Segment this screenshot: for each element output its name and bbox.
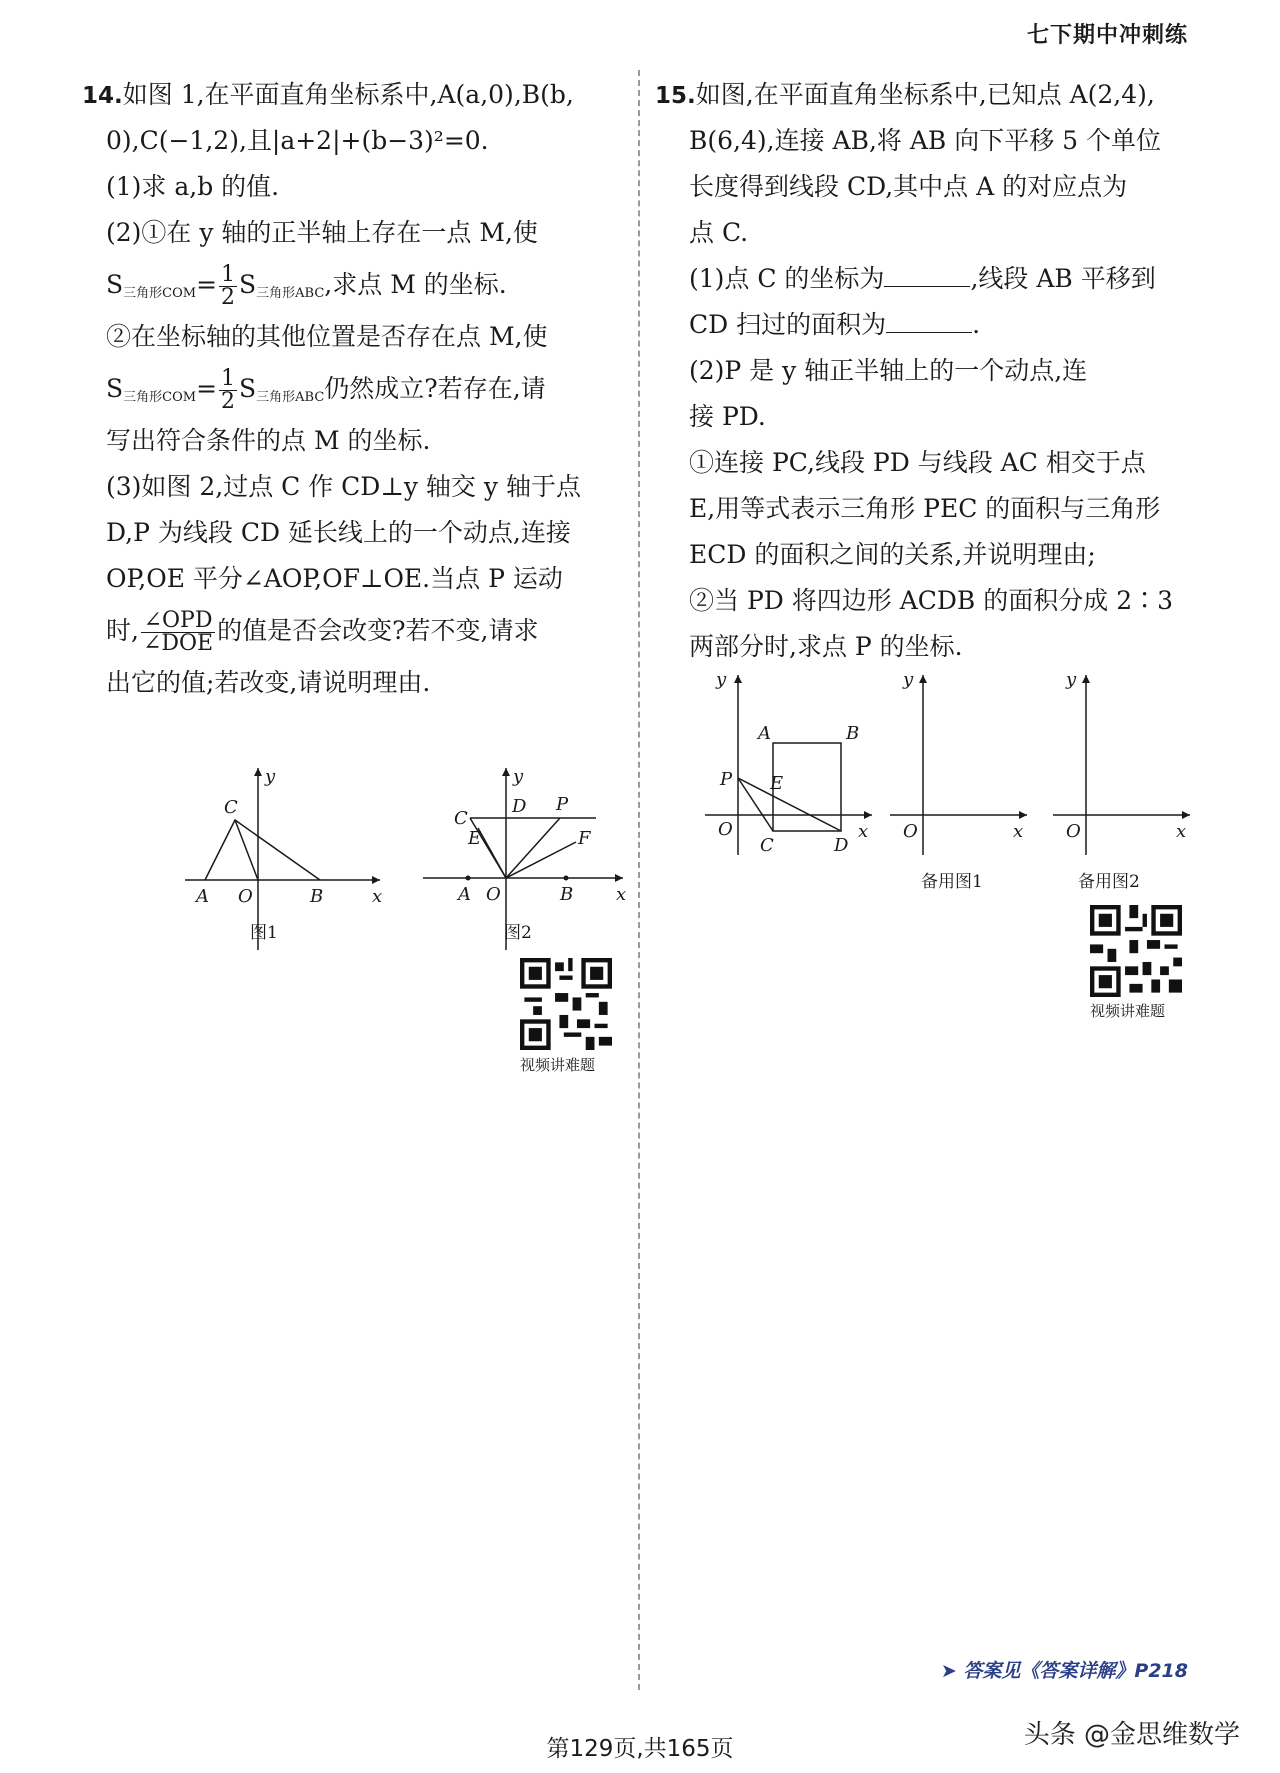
- spare1-label-x: x: [1013, 821, 1024, 842]
- q15-fig-label-C: C: [760, 835, 774, 856]
- answer-blank-1[interactable]: [884, 264, 970, 287]
- fig2-label-E: E: [468, 828, 482, 849]
- question-15: [655, 72, 1200, 670]
- fig2-label-P: P: [556, 794, 569, 815]
- q15-line-10: ②当 PD 将四边形 ACDB 的面积分成 2∶3: [689, 586, 1174, 615]
- fig1-label-y: y: [265, 766, 276, 787]
- fig2-label-x: x: [616, 884, 627, 905]
- q15-fig-label-P: P: [720, 769, 733, 790]
- q15-line-11: 两部分时,求点 P 的坐标.: [689, 632, 963, 661]
- column-divider: [638, 70, 640, 1690]
- q14-line-7: (3)如图 2,过点 C 作 CD⊥y 轴交 y 轴于点: [106, 472, 581, 501]
- spare1-label-O: O: [903, 821, 918, 842]
- q15-fig-label-x: x: [858, 821, 869, 842]
- q14-formula-1: $S_{三角形COM}=$ $\frac{1}{2}$ $S_{三角形ABC}$,求点 M 的坐标.: [106, 262, 507, 310]
- q14-line-9: OP,OE 平分∠AOP,OF⊥OE.当点 P 运动: [106, 564, 563, 593]
- q14-line-4: (2)①在 y 轴的正半轴上存在一点 M,使: [106, 218, 538, 247]
- q15-line-3: 长度得到线段 CD,其中点 A 的对应点为: [689, 172, 1128, 201]
- q14-figure-1: [180, 760, 390, 960]
- fig1-label-x: x: [372, 886, 383, 907]
- fig1-label-A: A: [196, 886, 209, 907]
- spare2-label-O: O: [1066, 821, 1081, 842]
- q14-line-5: ②在坐标轴的其他位置是否存在点 M,使: [106, 322, 548, 351]
- fig2-label-D: D: [512, 796, 527, 817]
- fig2-label-F: F: [578, 828, 591, 849]
- qr-code-icon-q14[interactable]: [520, 958, 612, 1050]
- fig2-caption: 图2: [504, 923, 532, 943]
- q15-line-8: E,用等式表示三角形 PEC 的面积与三角形: [689, 494, 1161, 523]
- q14-figure-2: [418, 760, 633, 960]
- spare2-caption: 备用图2: [1078, 872, 1140, 892]
- q15-line-1: 如图,在平面直角坐标系中,已知点 A(2,4),: [695, 80, 1155, 109]
- q15-fig-label-O: O: [718, 819, 733, 840]
- q15-blank-line-2: CD 扫过的面积为 .: [689, 310, 981, 339]
- answer-blank-2[interactable]: [886, 310, 972, 333]
- q15-line-5: (2)P 是 y 轴正半轴上的一个动点,连: [689, 356, 1088, 385]
- qr-caption-q14: 视频讲难题: [520, 1056, 596, 1074]
- q15-line-6: 接 PD.: [689, 402, 766, 431]
- q14-frac-line: 时, $\frac{\text{∠OPD}}{\text{∠DOE}}$ 的值是否会改变?若不变,请求: [106, 608, 539, 656]
- q14-last-line: 出它的值;若改变,请说明理由.: [106, 668, 431, 697]
- page-counter: 第129页,共165页: [546, 1736, 734, 1762]
- qr-code-icon-q15[interactable]: [1090, 905, 1182, 997]
- qr-caption-q15: 视频讲难题: [1090, 1002, 1166, 1020]
- q14-line-1: 如图 1,在平面直角坐标系中,A(a,0),B(b,: [122, 80, 574, 109]
- spare1-caption: 备用图1: [921, 872, 983, 892]
- q15-figure-spare-1: [885, 665, 1035, 895]
- fig2-label-B: B: [560, 884, 574, 905]
- q15-fig-label-y: y: [716, 669, 727, 690]
- fig1-caption: 图1: [250, 923, 278, 943]
- q15-fig-label-A: A: [758, 723, 771, 744]
- fig1-label-O: O: [238, 886, 253, 907]
- q15-fig-label-D: D: [834, 835, 849, 856]
- fig2-label-C: C: [454, 808, 468, 829]
- q15-figure-spare-2: [1048, 665, 1198, 895]
- q14-formula-2: $S_{三角形COM}=$ $\frac{1}{2}$ $S_{三角形ABC}$仍然成立?若存在,请: [106, 366, 546, 414]
- spare2-label-x: x: [1176, 821, 1187, 842]
- fig1-label-B: B: [310, 886, 324, 907]
- q14-line-2: 0),C(−1,2),且|a+2|+(b−3)²=0.: [106, 126, 489, 155]
- q15-number: 15.: [655, 83, 696, 109]
- spare2-label-y: y: [1066, 669, 1077, 690]
- q15-figure-main: [700, 665, 880, 865]
- q15-line-2: B(6,4),连接 AB,将 AB 向下平移 5 个单位: [689, 126, 1162, 155]
- q15-line-9: ECD 的面积之间的关系,并说明理由;: [689, 540, 1096, 569]
- q15-fig-label-E: E: [770, 773, 784, 794]
- q14-line-6: 写出符合条件的点 M 的坐标.: [106, 426, 431, 455]
- q14-line-3: (1)求 a,b 的值.: [106, 172, 280, 201]
- q14-number: 14.: [82, 83, 123, 109]
- fig1-label-C: C: [224, 797, 238, 818]
- question-14: [82, 72, 622, 706]
- q15-line-4: 点 C.: [689, 218, 749, 247]
- fig2-label-O: O: [486, 884, 501, 905]
- q15-fig-label-B: B: [846, 723, 860, 744]
- q15-line-7: ①连接 PC,线段 PD 与线段 AC 相交于点: [689, 448, 1146, 477]
- fig2-label-A: A: [458, 884, 471, 905]
- spare1-label-y: y: [903, 669, 914, 690]
- q15-blank-line-1: (1)点 C 的坐标为 ,线段 AB 平移到: [689, 264, 1156, 293]
- answer-reference-link[interactable]: ➤ 答案见《答案详解》P218: [940, 1660, 1188, 1682]
- fig2-label-y: y: [513, 766, 524, 787]
- page-header-title: 七下期中冲刺练: [1026, 23, 1188, 48]
- q14-line-8: D,P 为线段 CD 延长线上的一个动点,连接: [106, 518, 571, 547]
- watermark: 头条 @金思维数学: [1023, 1720, 1240, 1750]
